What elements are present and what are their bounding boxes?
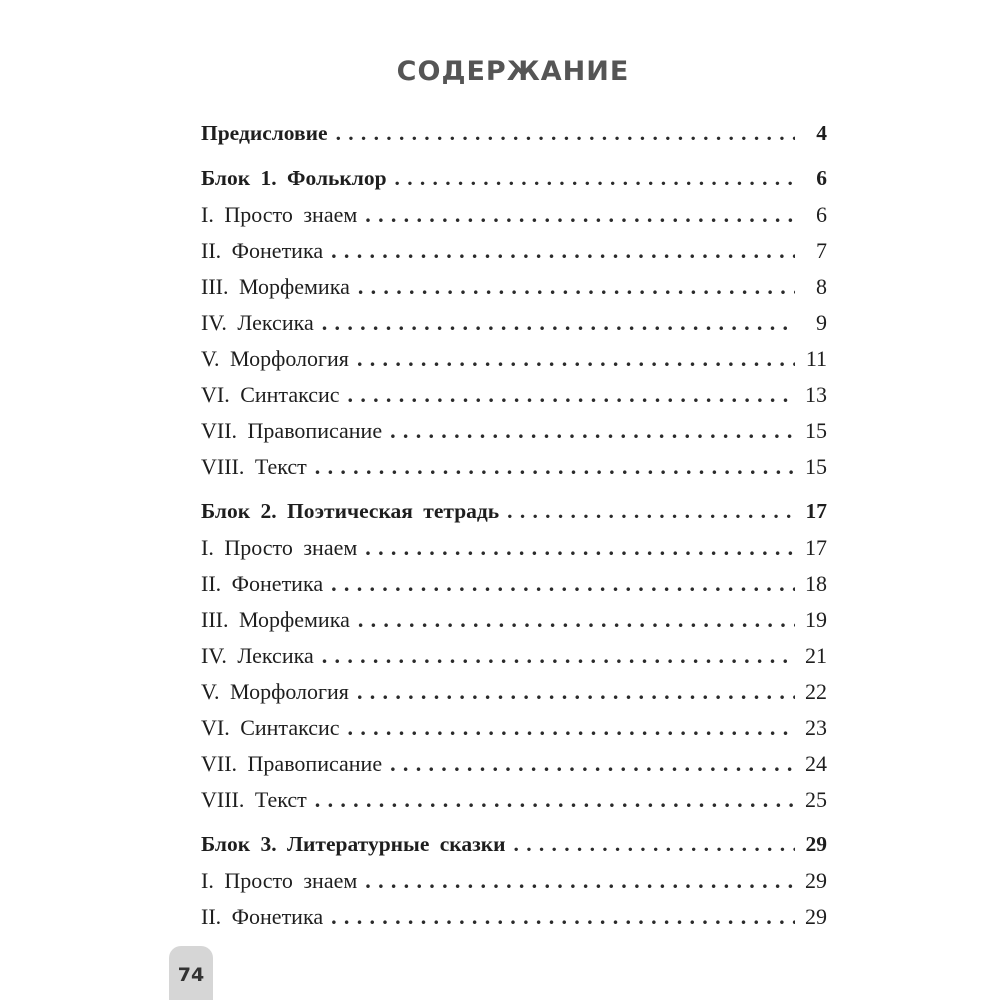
dot-leader	[357, 346, 795, 372]
table-of-contents	[201, 121, 827, 940]
page-number-badge: 74	[169, 946, 213, 1000]
toc-entry-label: VI. Синтаксис	[201, 715, 340, 740]
toc-entry	[201, 715, 827, 751]
toc-entry-page-number: 21	[805, 643, 827, 668]
toc-entry-page-number: 6	[816, 166, 827, 190]
toc-entry-page-number: 13	[805, 382, 827, 407]
page-title: СОДЕРЖАНИЕ	[396, 56, 630, 87]
toc-entry-label: Предисловие	[201, 121, 328, 145]
toc-entry-page-number: 6	[816, 202, 827, 227]
toc-entry-page-number: 7	[816, 238, 827, 263]
toc-section-heading	[201, 121, 827, 157]
dot-leader	[365, 202, 795, 228]
toc-entry-label: VII. Правописание	[201, 751, 383, 776]
toc-entry-page-number: 22	[805, 679, 827, 704]
dot-leader	[365, 868, 795, 894]
toc-entry	[201, 535, 827, 571]
toc-entry-label: I. Просто знаем	[201, 202, 358, 227]
dot-leader	[348, 382, 795, 408]
toc-entry-page-number: 25	[805, 787, 827, 812]
dot-leader	[390, 418, 795, 444]
dot-leader	[348, 715, 795, 741]
toc-entry-label: I. Просто знаем	[201, 868, 358, 893]
toc-entry-label: VIII. Текст	[201, 787, 307, 812]
toc-entry-page-number: 19	[805, 607, 827, 632]
toc-entry	[201, 238, 827, 274]
toc-section-heading	[201, 832, 827, 868]
toc-entry-page-number: 24	[805, 751, 827, 776]
toc-entry	[201, 310, 827, 346]
dot-leader	[322, 643, 795, 669]
dot-leader	[507, 499, 795, 524]
dot-leader	[315, 454, 795, 480]
toc-entry	[201, 346, 827, 382]
toc-entry-label: II. Фонетика	[201, 238, 324, 263]
toc-entry-page-number: 9	[816, 310, 827, 335]
dot-leader	[358, 274, 795, 300]
toc-entry	[201, 382, 827, 418]
toc-entry-page-number: 23	[805, 715, 827, 740]
dot-leader	[336, 121, 795, 146]
toc-entry	[201, 274, 827, 310]
toc-section-heading	[201, 166, 827, 202]
toc-entry-label: VIII. Текст	[201, 454, 307, 479]
toc-entry-label: VI. Синтаксис	[201, 382, 340, 407]
toc-entry-label: Блок 1. Фольклор	[201, 166, 387, 190]
dot-leader	[390, 751, 795, 777]
toc-entry-page-number: 18	[805, 571, 827, 596]
dot-leader	[331, 238, 795, 264]
toc-entry-page-number: 15	[805, 418, 827, 443]
toc-entry-page-number: 8	[816, 274, 827, 299]
dot-leader	[331, 904, 795, 930]
toc-entry-label: V. Морфология	[201, 346, 349, 371]
toc-entry	[201, 751, 827, 787]
toc-entry	[201, 202, 827, 238]
dot-leader	[331, 571, 795, 597]
toc-entry	[201, 679, 827, 715]
toc-entry-label: V. Морфология	[201, 679, 349, 704]
toc-entry-page-number: 17	[805, 535, 827, 560]
toc-entry-label: IV. Лексика	[201, 643, 314, 668]
toc-entry	[201, 607, 827, 643]
toc-entry-label: II. Фонетика	[201, 571, 324, 596]
toc-entry-label: VII. Правописание	[201, 418, 383, 443]
toc-entry-label: Блок 2. Поэтическая тетрадь	[201, 499, 500, 523]
dot-leader	[357, 679, 795, 705]
toc-section-heading	[201, 499, 827, 535]
toc-entry	[201, 571, 827, 607]
toc-entry-page-number: 29	[805, 868, 827, 893]
toc-entry	[201, 643, 827, 679]
dot-leader	[315, 787, 795, 813]
dot-leader	[395, 166, 795, 191]
toc-entry	[201, 418, 827, 454]
dot-leader	[514, 832, 795, 857]
dot-leader	[322, 310, 795, 336]
toc-entry-label: Блок 3. Литературные сказки	[201, 832, 506, 856]
toc-entry	[201, 868, 827, 904]
toc-entry	[201, 787, 827, 823]
dot-leader	[358, 607, 795, 633]
toc-entry-page-number: 29	[805, 904, 827, 929]
dot-leader	[365, 535, 795, 561]
toc-entry-page-number: 29	[805, 832, 827, 856]
toc-entry-label: II. Фонетика	[201, 904, 324, 929]
toc-entry-label: III. Морфемика	[201, 607, 350, 632]
toc-entry-label: IV. Лексика	[201, 310, 314, 335]
toc-entry	[201, 454, 827, 490]
toc-entry-label: I. Просто знаем	[201, 535, 358, 560]
toc-entry-label: III. Морфемика	[201, 274, 350, 299]
toc-entry-page-number: 11	[805, 346, 827, 371]
toc-entry-page-number: 15	[805, 454, 827, 479]
toc-entry	[201, 904, 827, 940]
toc-entry-page-number: 17	[805, 499, 827, 523]
toc-entry-page-number: 4	[816, 121, 827, 145]
